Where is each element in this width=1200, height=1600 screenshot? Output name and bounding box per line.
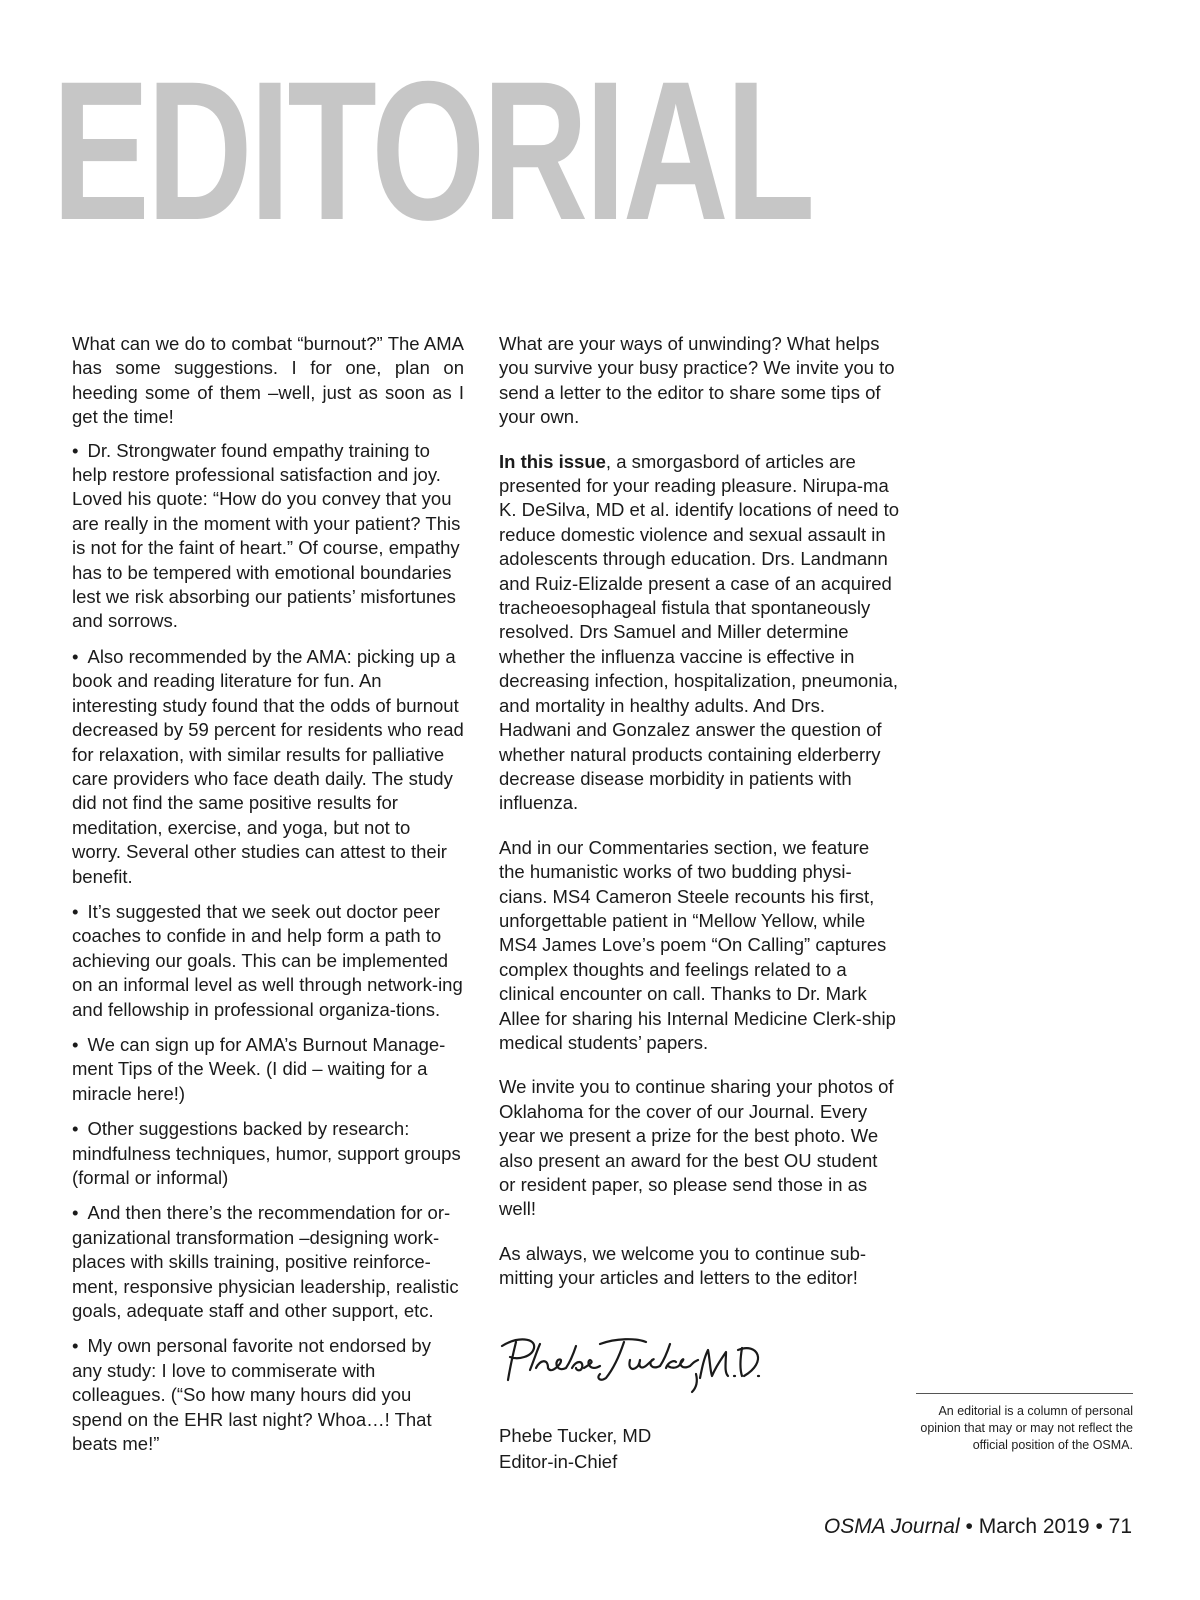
in-this-issue-paragraph: [499, 450, 899, 816]
disclaimer-divider: [916, 1393, 1133, 1394]
author-name: Phebe Tucker, MD: [499, 1425, 652, 1446]
in-this-issue-text: , a smorgasbord of articles are presented for your reading pleasure. Nirupa-ma K. DeSilva, MD et al. identify locations of need to reduce domestic violence and sexual assault in adolescents through education. Drs. Landmann and Ruiz-Elizalde present a case of an acquired tracheoesophageal fistula that spontaneously resolved. Drs Samuel and Miller determine whether the influenza vaccine is effective in decreasing infection, hospitalization, pneumonia, and mortality in healthy adults. And Drs. Hadwani and Gonzalez answer the question of whether natural products containing elderberry decrease disease morbidity in patients with influenza.: [499, 450, 900, 814]
author-title: Editor-in-Chief: [499, 1451, 618, 1472]
footer-separator: •: [965, 1515, 973, 1538]
page-footer: [824, 1514, 1132, 1540]
bullet-icon: •: [72, 900, 79, 922]
photos-paragraph: We invite you to continue sharing your photos of Oklahoma for the cover of our Journal. Every year we present a prize for the best photo. We also present an award for the best OU student or resident paper, so please send those in as well!: [499, 1076, 894, 1220]
bullet-icon: •: [72, 439, 79, 461]
list-item: [72, 645, 464, 889]
list-item-text: And then there’s the recommendation for or-ganizational transformation –designing work-places with skills training, positive reinforce-ment, responsive physician leadership, realistic goals, adequate staff and other support, etc.: [72, 1202, 459, 1322]
list-item: [72, 1201, 464, 1323]
footer-issue: March 2019: [978, 1515, 1090, 1538]
list-item: [72, 439, 464, 634]
signature-image: [496, 1330, 766, 1400]
list-item-text: My own personal favorite not endorsed by any study: I love to commiserate with colleagues. (“So how many hours did you spend on the EHR last night? Whoa…! That beats me!”: [72, 1335, 432, 1455]
footer-journal: OSMA Journal: [823, 1515, 960, 1538]
list-item: [72, 900, 464, 1022]
list-item-text: Other suggestions backed by research: mindfulness techniques, humor, support groups (formal or informal): [72, 1118, 461, 1188]
bullet-icon: •: [72, 1335, 79, 1357]
bullet-icon: •: [72, 1202, 79, 1224]
list-item: [72, 1033, 464, 1106]
disclaimer-note: An editorial is a column of personal opinion that may or may not reflect the official position of the OSMA.: [920, 1404, 1133, 1452]
in-this-issue-lead: In this issue: [499, 450, 606, 472]
footer-separator: •: [1095, 1515, 1103, 1538]
list-item: [72, 1334, 464, 1456]
commentaries-paragraph: And in our Commentaries section, we feature the humanistic works of two budding physi-cians. MS4 Cameron Steele recounts his first, unforgettable patient in “Mellow Yellow, while MS4 James Love’s poem “On Calling” captures complex thoughts and feelings related to a clinical encounter on call. Thanks to Dr. Mark Allee for sharing his Internal Medicine Clerk-ship medical students’ papers.: [499, 836, 896, 1053]
left-column: [72, 332, 464, 1467]
bullet-icon: •: [72, 1118, 79, 1140]
page-number: 71: [1108, 1515, 1132, 1538]
list-item-text: We can sign up for AMA’s Burnout Manage-ment Tips of the Week. (I did – waiting for a miracle here!): [72, 1033, 446, 1104]
list-item-text: It’s suggested that we seek out doctor peer coaches to confide in and help form a path to achieving our goals. This can be implemented on an informal level as well through network-ing and fellowship in professional organiza-tions.: [72, 900, 463, 1020]
list-item: [72, 1117, 464, 1190]
right-column: [499, 332, 899, 1311]
intro-paragraph: What can we do to combat “burnout?” The AMA has some suggestions. I for one, plan on heeding some of them –well, just as soon as I get the time!: [72, 333, 464, 428]
unwinding-paragraph: What are your ways of unwinding? What helps you survive your busy practice? We invite you to send a letter to the editor to share some tips of your own.: [499, 333, 895, 428]
list-item-text: Dr. Strongwater found empathy training to help restore professional satisfaction and joy. Loved his quote: “How do you convey that you are really in the moment with your patient? This is not for the faint of heart.” Of course, empathy has to be tempered with emotional boundaries lest we risk absorbing our patients’ misfortunes and sorrows.: [72, 439, 461, 632]
bullet-icon: •: [72, 645, 79, 667]
closing-paragraph: As always, we welcome you to continue sub-mitting your articles and letters to the editor!: [499, 1242, 867, 1289]
list-item-text: Also recommended by the AMA: picking up a book and reading literature for fun. An interesting study found that the odds of burnout decreased by 59 percent for residents who read for relaxation, with similar results for palliative care providers who face death daily. The study did not find the same positive results for meditation, exercise, and yoga, but not to worry. Several other studies can attest to their benefit.: [72, 645, 464, 887]
bullet-icon: •: [72, 1033, 79, 1055]
page-title: EDITORIAL: [52, 40, 813, 261]
